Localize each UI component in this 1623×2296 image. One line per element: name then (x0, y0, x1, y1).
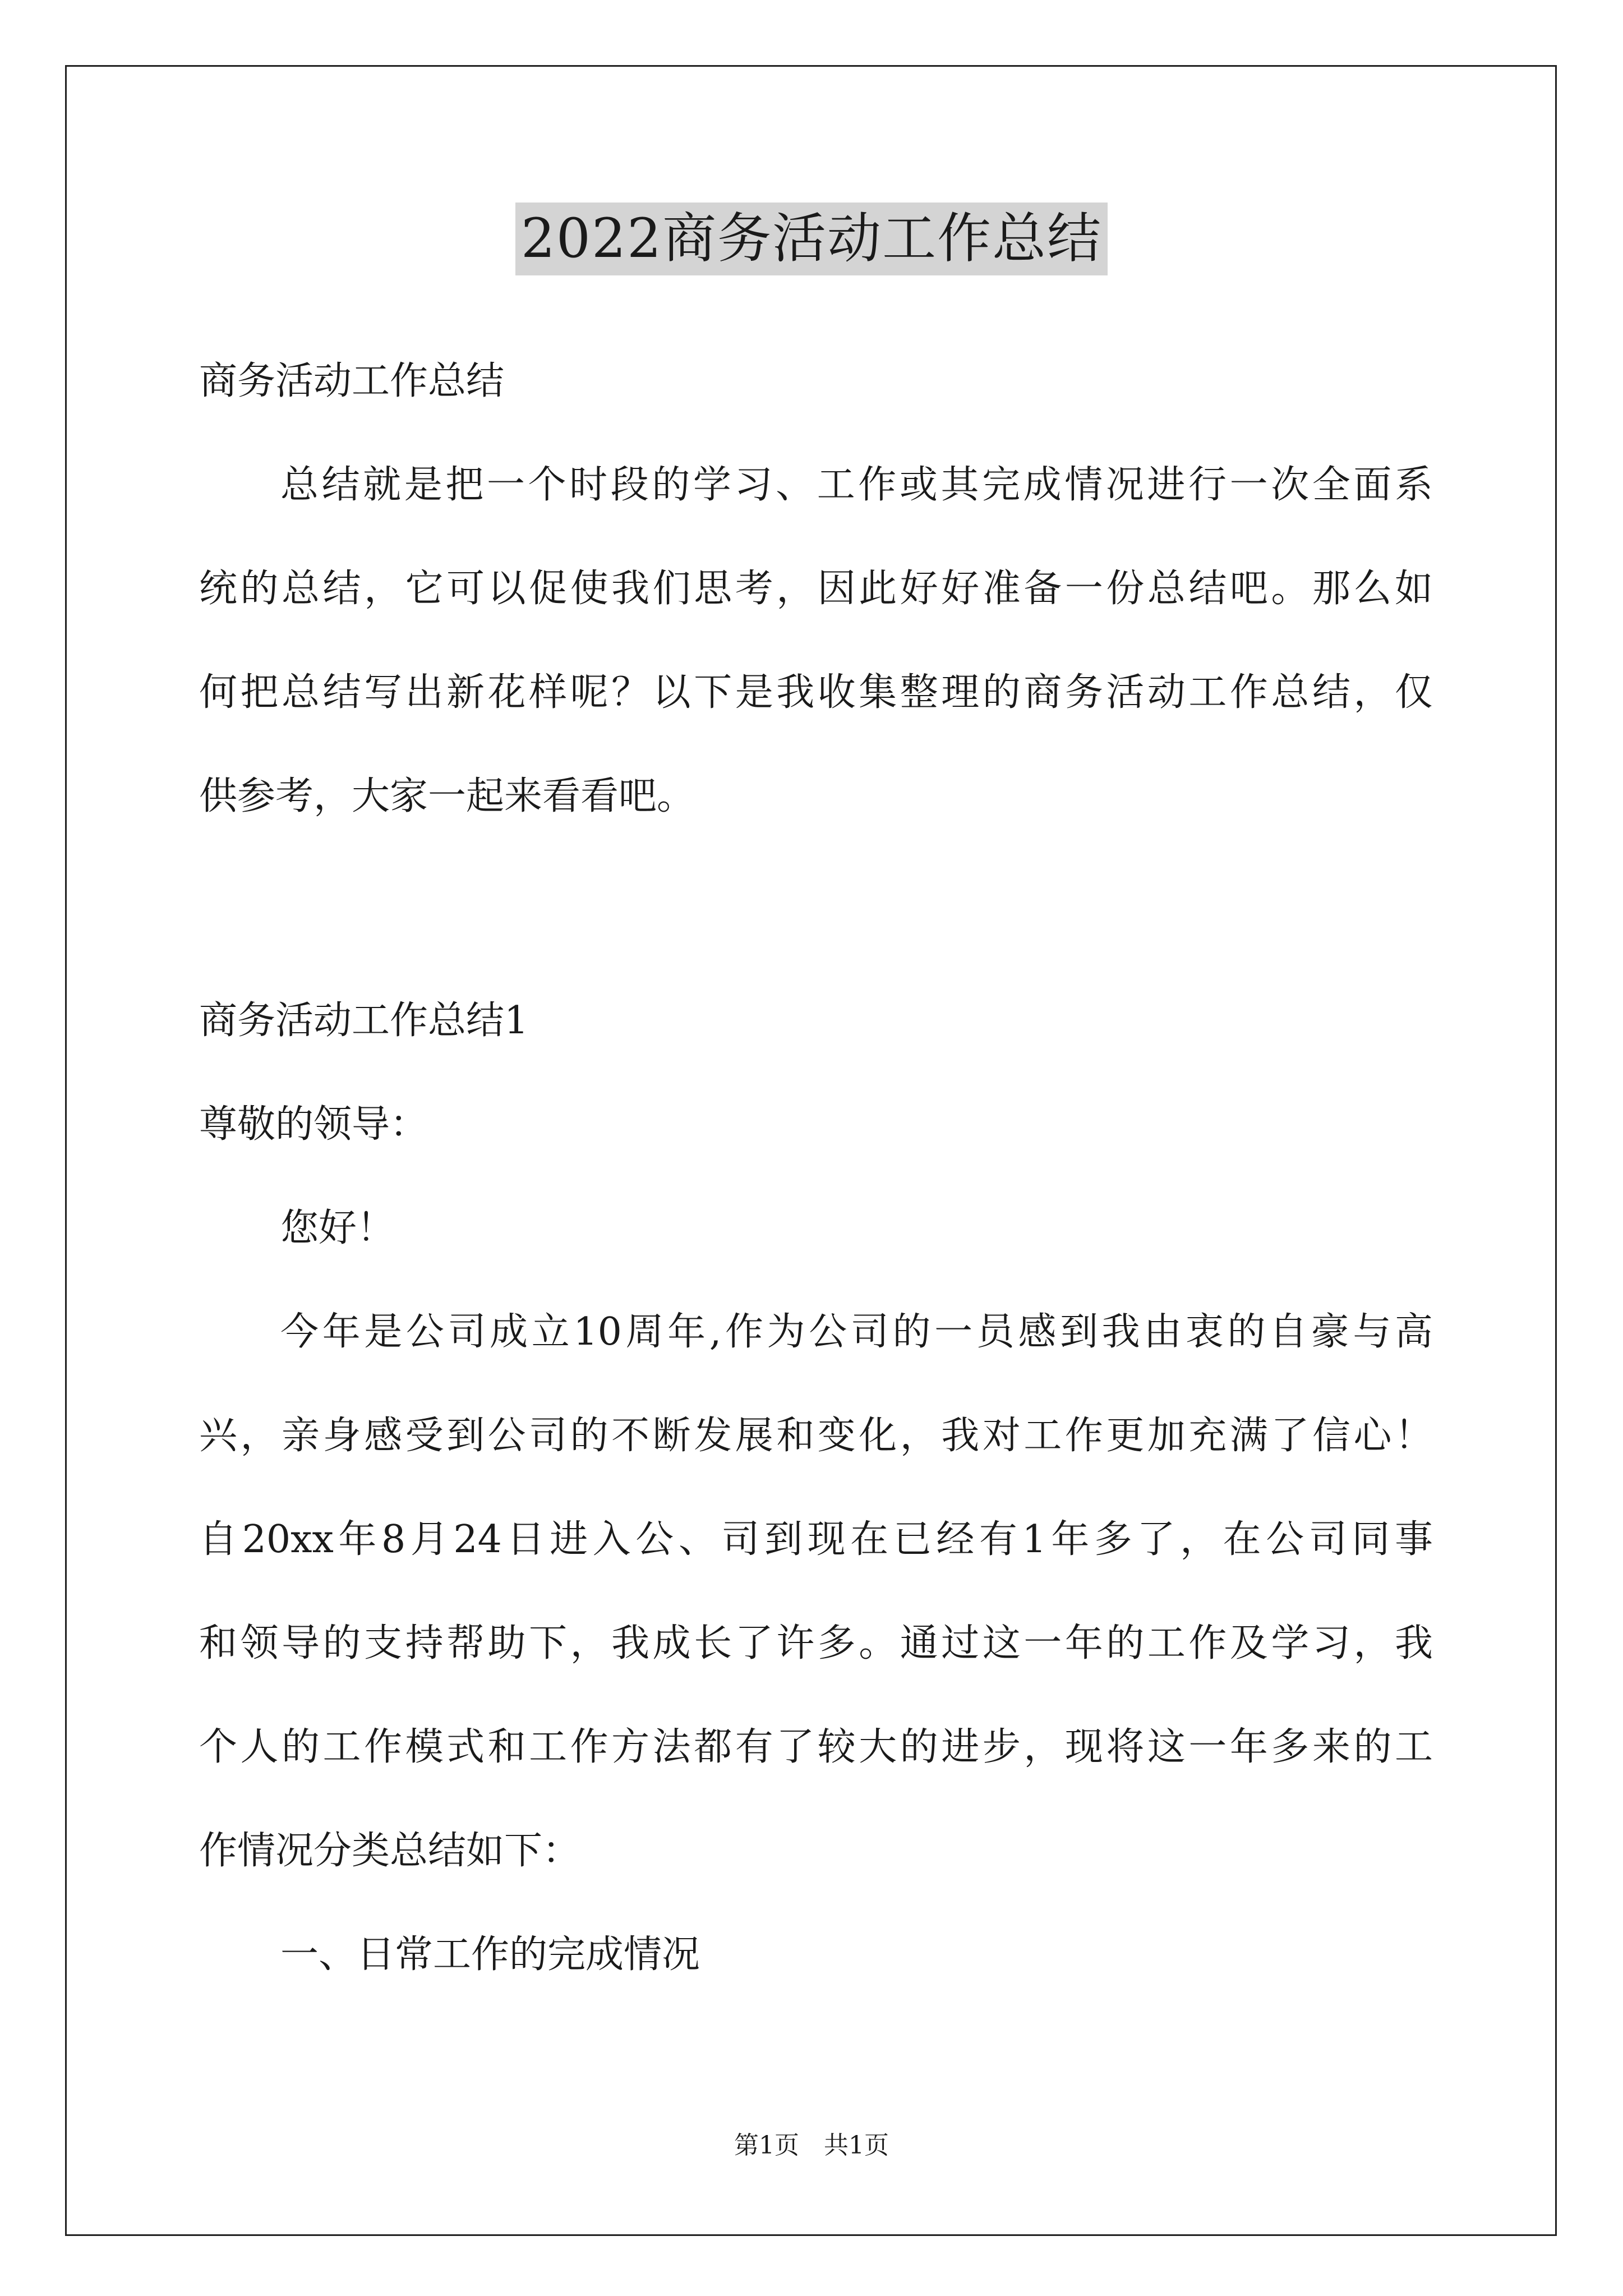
intro-line: 供参考，大家一起来看看吧。 (199, 774, 695, 818)
title-text: 2022商务活动工作总结 (515, 203, 1108, 275)
section-heading: 商务活动工作总结1 (199, 999, 529, 1043)
body-line: 兴，亲身感受到公司的不断发展和变化，我对工作更加充满了信心！ (199, 1414, 1433, 1458)
greeting: 您好！ (280, 1206, 395, 1250)
body-line: 和领导的支持帮助下，我成长了许多。通过这一年的工作及学习，我 (199, 1621, 1433, 1665)
document-title (0, 199, 1623, 278)
body-line: 个人的工作模式和工作方法都有了较大的进步，现将这一年多来的工 (199, 1725, 1433, 1769)
intro-line: 总结就是把一个时段的学习、工作或其完成情况进行一次全面系 (280, 463, 1433, 507)
salutation: 尊敬的领导： (199, 1102, 428, 1147)
intro-line: 何把总结写出新花样呢？以下是我收集整理的商务活动工作总结，仅 (199, 670, 1433, 715)
intro-line: 统的总结，它可以促使我们思考，因此好好准备一份总结吧。那么如 (199, 567, 1433, 611)
subsection-heading: 一、日常工作的完成情况 (280, 1932, 700, 1977)
body-line: 自20xx年8月24日进入公、司到现在已经有1年多了，在公司同事 (199, 1517, 1433, 1562)
body-line: 今年是公司成立10周年,作为公司的一员感到我由衷的自豪与高 (280, 1310, 1433, 1354)
body-line: 作情况分类总结如下： (199, 1829, 581, 1873)
page-footer: 第1页 共1页 (734, 2131, 889, 2160)
document-subtitle: 商务活动工作总结 (199, 359, 505, 403)
